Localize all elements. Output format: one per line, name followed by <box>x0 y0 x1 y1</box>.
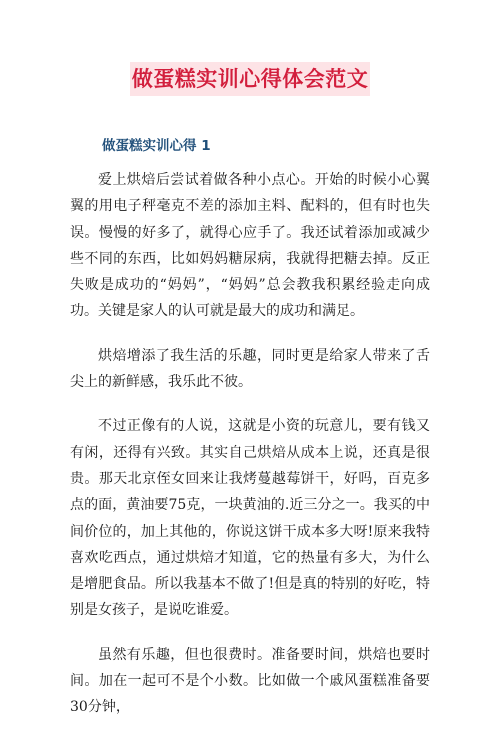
paragraph-4: 虽然有乐趣，但也很费时。准备要时间，烘焙也要时间。加在一起可不是个小数。比如做一个戚风蛋糕准备要30分钟， <box>70 646 430 716</box>
paragraph-1: 爱上烘焙后尝试着做各种小点心。开始的时候小心翼翼的用电子秤毫克不差的添加主料、配料的，但有时也失误。慢慢的好多了，就得心应手了。我还试着添加或减少些不同的东西，比如妈妈糖尿病，我就得把糖去掉。反正失败是成功的“妈妈”，“妈妈”总会教我积累经验走向成功。关键是家人的认可就是最大的成功和满足。 <box>70 172 430 320</box>
section-heading: 做蛋糕实训心得 1 <box>102 138 211 154</box>
paragraph-2: 烘焙增添了我生活的乐趣，同时更是给家人带来了舌尖上的新鲜感，我乐此不彼。 <box>70 347 430 391</box>
document-title-wrap <box>0 62 500 96</box>
document-body <box>70 167 430 739</box>
paragraph-3: 不过正像有的人说，这就是小资的玩意儿，要有钱又有闲，还得有兴致。其实自己烘焙从成本上说，还真是很贵。那天北京侄女回来让我烤蔓越莓饼干，好吗，百克多点的面，黄油要75克，一块黄油的.近三分之一。我买的中间价位的，加上其他的，你说这饼干成本多大呀!原来我特喜欢吃西点，通过烘焙才知道，它的热量有多大，为什么是增肥食品。所以我基本不做了!但是真的特别的好吃，特别是女孩子，是说吃谁爱。 <box>70 418 430 619</box>
document-title: 做蛋糕实训心得体会范文 <box>130 62 371 96</box>
